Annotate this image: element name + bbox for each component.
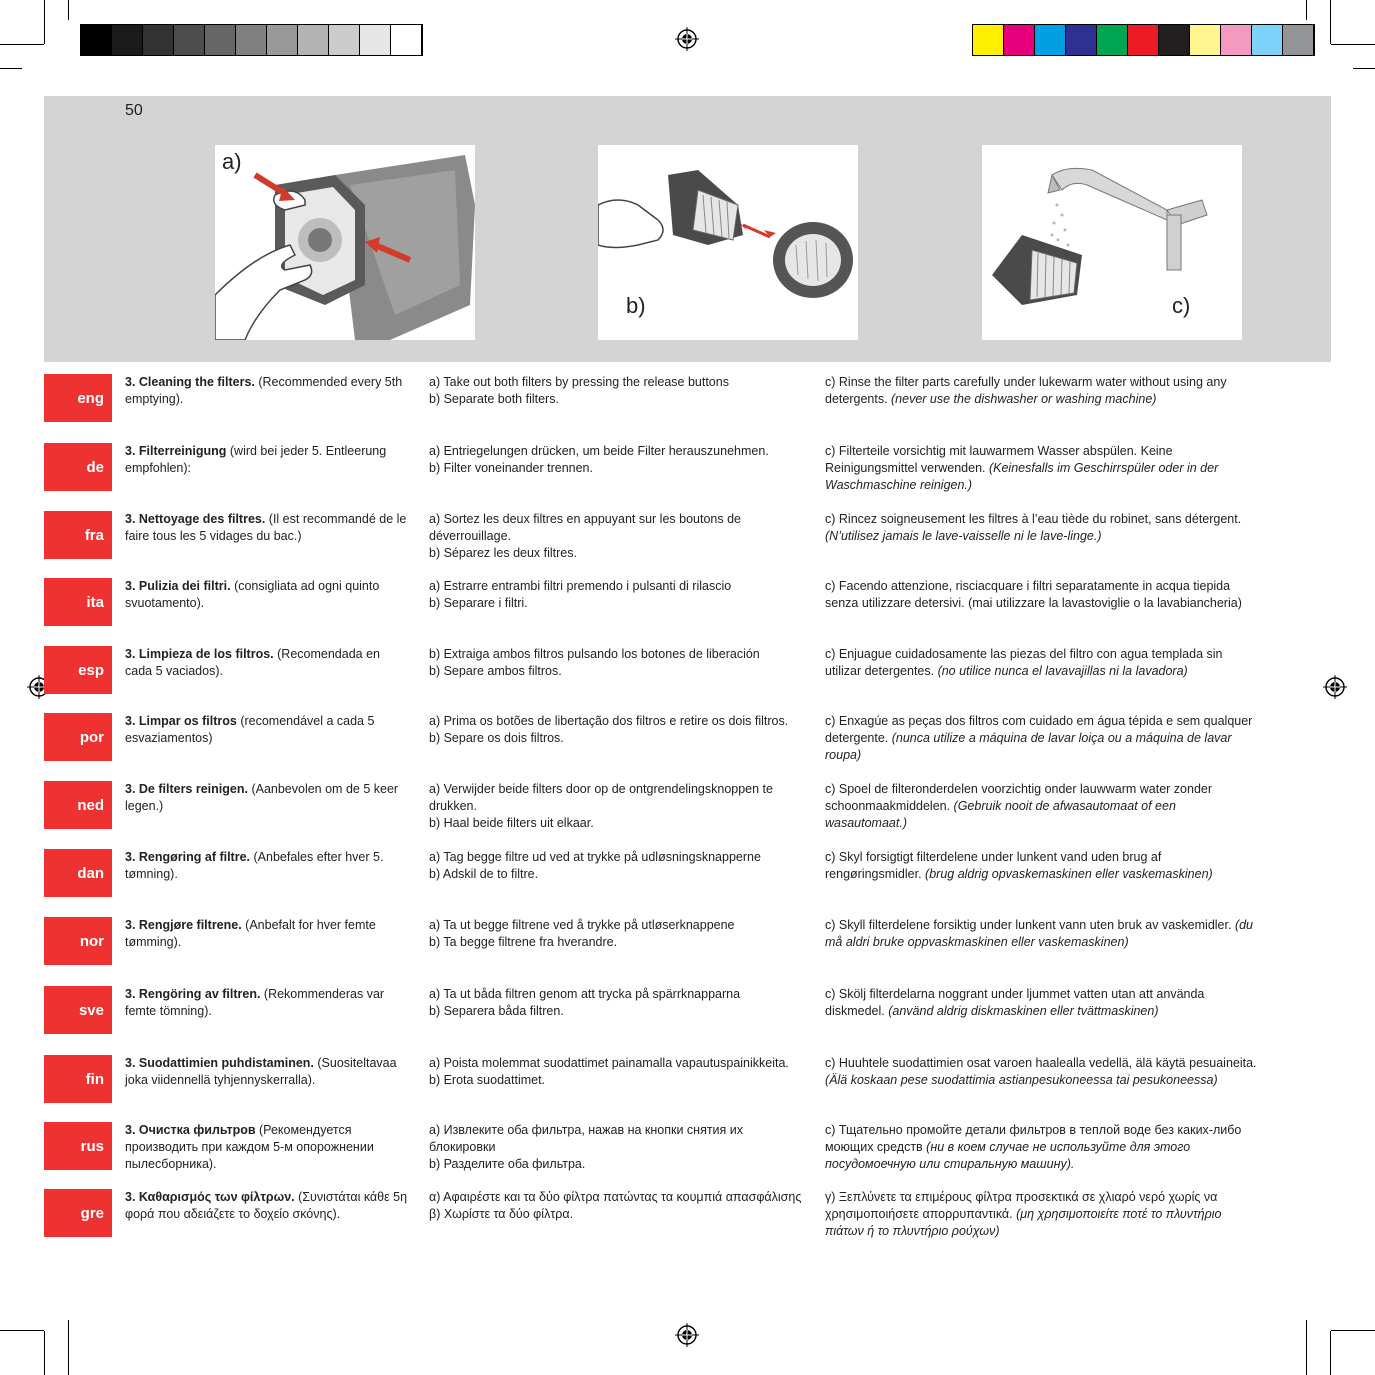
lang-tag: dan (44, 849, 112, 897)
step-c-text: c) Rinse the filter parts carefully under lukewarm water without using any detergents. (825, 375, 1227, 406)
step-b: b) Separare i filtri. (429, 596, 528, 610)
step-c-warning: (använd aldrig diskmaskinen eller tvättmaskinen) (888, 1004, 1159, 1018)
lang-tag: ita (44, 578, 112, 626)
lang-tag: por (44, 713, 112, 761)
step-c-warning: (N’utilisez jamais le lave-vaisselle ni le lave-linge.) (825, 529, 1102, 543)
section-note: (Συνιστάται κάθε 5η φορά που αδειάζετε το δοχείο σκόνης). (125, 1190, 408, 1221)
lang-tag: sve (44, 986, 112, 1034)
steps-ab (429, 511, 809, 562)
step-c (825, 1122, 1260, 1173)
step-c-warning: (Gebruik nooit de afwasautomaat of een wasautomaat.) (825, 799, 1176, 830)
lang-tag: rus (44, 1122, 112, 1170)
lang-tag: nor (44, 917, 112, 965)
section-heading (125, 1122, 410, 1173)
registration-mark-icon (675, 27, 699, 51)
section-title: 3. Cleaning the filters. (125, 375, 255, 389)
figure-b-label: b) (626, 293, 646, 318)
section-note: (wird bei jeder 5. Entleerung empfohlen): (125, 444, 387, 475)
step-c (825, 1189, 1260, 1240)
section-note: (recomendável a cada 5 esvaziamentos) (125, 714, 375, 745)
step-c (825, 986, 1260, 1020)
color-swatch (1252, 25, 1283, 55)
step-c (825, 917, 1260, 951)
color-swatch (391, 25, 422, 55)
section-title: 3. Rengöring av filtren. (125, 987, 261, 1001)
step-b: b) Разделите оба фильтра. (429, 1157, 586, 1171)
filter-rinse-illustration (982, 145, 1242, 340)
section-title: 3. Очистка фильтров (125, 1123, 256, 1137)
section-heading (125, 1055, 410, 1089)
steps-ab (429, 781, 809, 832)
step-c-warning: (Keinesfalls im Geschirrspüler oder in der Waschmaschine reinigen.) (825, 461, 1219, 492)
step-b: b) Adskil de to filtre. (429, 867, 539, 881)
step-a: a) Verwijder beide filters door op de ontgrendelingsknoppen te drukken. (429, 782, 773, 813)
steps-ab (429, 443, 809, 477)
lang-tag: fra (44, 511, 112, 559)
step-c-text: c) Skyl forsigtigt filterdelene under lunkent vand uden brug af rengøringsmidler. (825, 850, 1162, 881)
step-a: a) Sortez les deux filtres en appuyant sur les boutons de déverrouillage. (429, 512, 741, 543)
step-b: b) Filter voneinander trennen. (429, 461, 593, 475)
section-title: 3. Καθαρισμός των φίλτρων. (125, 1190, 295, 1204)
section-heading (125, 511, 410, 545)
section-heading (125, 443, 410, 477)
step-c-text: c) Huuhtele suodattimien osat varoen haalealla vedellä, älä käytä pesuaineita. (825, 1056, 1257, 1070)
step-c-warning: (ни в коем случае не используйте для этого посудомоечную или стиральную машину). (825, 1140, 1191, 1171)
color-swatch (329, 25, 360, 55)
step-c (825, 646, 1260, 680)
filter-release-illustration (215, 145, 475, 340)
step-b: b) Separe os dois filtros. (429, 731, 564, 745)
step-c-warning: (du må aldri bruke oppvaskmaskinen eller vaskemaskinen) (825, 918, 1254, 949)
section-note: (Рекомендуется производить при каждом 5-м опорожнении пылесборника). (125, 1123, 374, 1171)
section-title: 3. Limpar os filtros (125, 714, 237, 728)
color-swatch (298, 25, 329, 55)
step-a: b) Extraiga ambos filtros pulsando los botones de liberación (429, 647, 760, 661)
step-b: b) Ta begge filtrene fra hverandre. (429, 935, 618, 949)
section-title: 3. De filters reinigen. (125, 782, 248, 796)
color-swatch (1004, 25, 1035, 55)
step-a: a) Poista molemmat suodattimet painamalla vapautuspainikkeita. (429, 1056, 789, 1070)
steps-ab (429, 713, 809, 747)
section-title: 3. Rengøring af filtre. (125, 850, 251, 864)
step-a: a) Prima os botões de libertação dos filtros e retire os dois filtros. (429, 714, 789, 728)
step-c-text: c) Skölj filterdelarna noggrant under ljummet vatten utan att använda diskmedel. (825, 987, 1205, 1018)
color-swatch (1159, 25, 1190, 55)
steps-ab (429, 374, 809, 408)
section-note: (Il est recommandé de le faire tous les 5 vidages du bac.) (125, 512, 407, 543)
step-b: b) Séparez les deux filtres. (429, 546, 577, 560)
color-swatch (267, 25, 298, 55)
section-heading (125, 578, 410, 612)
steps-ab (429, 1055, 809, 1089)
section-note: (Anbefalt for hver femte tømming). (125, 918, 376, 949)
steps-ab (429, 986, 809, 1020)
section-heading (125, 849, 410, 883)
section-heading (125, 917, 410, 951)
section-title: 3. Nettoyage des filtres. (125, 512, 266, 526)
lang-tag: esp (44, 646, 112, 694)
color-swatch (1128, 25, 1159, 55)
step-a: α) Αφαιρέστε και τα δύο φίλτρα πατώντας τα κουμπιά απασφάλισης (429, 1190, 802, 1204)
section-title: 3. Limpieza de los filtros. (125, 647, 274, 661)
section-note: (Rekommenderas var femte tömning). (125, 987, 385, 1018)
step-c-warning: (μη χρησιμοποιείτε ποτέ το πλυντήριο πιάτων ή το πλυντήριο ρούχων) (825, 1207, 1222, 1238)
steps-ab (429, 1122, 809, 1173)
step-c-warning: (Älä koskaan pese suodattimia astianpesukoneessa tai pesukoneessa) (825, 1073, 1218, 1087)
step-a: a) Tag begge filtre ud ved at trykke på udløsningsknapperne (429, 850, 761, 864)
color-swatch (1283, 25, 1314, 55)
color-swatch (1035, 25, 1066, 55)
section-title: 3. Rengjøre filtrene. (125, 918, 242, 932)
color-swatch (112, 25, 143, 55)
section-heading (125, 781, 410, 815)
section-note: (Recommended every 5th emptying). (125, 375, 403, 406)
steps-ab (429, 1189, 809, 1223)
step-b: b) Erota suodattimet. (429, 1073, 546, 1087)
steps-ab (429, 578, 809, 612)
section-heading (125, 646, 410, 680)
step-c (825, 849, 1260, 883)
step-c (825, 511, 1260, 545)
step-b: b) Haal beide filters uit elkaar. (429, 816, 594, 830)
step-c-text: c) Тщательно промойте детали фильтров в теплой воде без каких-либо моющих средств (825, 1123, 1242, 1154)
step-c-text: c) Rincez soigneusement les filtres à l’eau tiède du robinet, sans détergent. (825, 512, 1242, 526)
section-title: 3. Filterreinigung (125, 444, 227, 458)
step-b: b) Separate both filters. (429, 392, 559, 406)
registration-mark-icon (675, 1323, 699, 1347)
color-swatch (1097, 25, 1128, 55)
step-c (825, 374, 1260, 408)
step-c (825, 443, 1260, 494)
step-a: a) Ta ut båda filtren genom att trycka på spärrknapparna (429, 987, 741, 1001)
step-c-text: c) Filterteile vorsichtig mit lauwarmem Wasser abspülen. Keine Reinigungsmittel verwenden. (825, 444, 1173, 475)
step-a: a) Estrarre entrambi filtri premendo i pulsanti di rilascio (429, 579, 732, 593)
lang-tag: ned (44, 781, 112, 829)
lang-tag: de (44, 443, 112, 491)
page-number: 50 (125, 102, 143, 119)
color-swatch (1221, 25, 1252, 55)
color-swatch (1190, 25, 1221, 55)
section-note: (Anbefales efter hver 5. tømning). (125, 850, 384, 881)
step-c-warning: (nunca utilize a máquina de lavar loiça ou a máquina de lavar roupa) (825, 731, 1232, 762)
color-swatch (1066, 25, 1097, 55)
color-swatch (81, 25, 112, 55)
registration-mark-icon (1323, 675, 1347, 699)
step-a: a) Ta ut begge filtrene ved å trykke på utløserknappene (429, 918, 735, 932)
step-b: b) Separe ambos filtros. (429, 664, 562, 678)
color-swatches (972, 24, 1315, 56)
figure-b (598, 145, 858, 340)
step-c (825, 713, 1260, 764)
color-swatch (143, 25, 174, 55)
steps-ab (429, 917, 809, 951)
lang-tag: eng (44, 374, 112, 422)
step-c-text: c) Spoel de filteronderdelen voorzichtig onder lauwwarm water zonder schoonmaakmiddelen. (825, 782, 1213, 813)
section-heading (125, 713, 410, 747)
section-note: (Recomendada en cada 5 vaciados). (125, 647, 380, 678)
color-swatch (205, 25, 236, 55)
grayscale-swatches (80, 24, 423, 56)
step-c (825, 781, 1260, 832)
step-a: a) Entriegelungen drücken, um beide Filter herauszunehmen. (429, 444, 769, 458)
color-swatch (973, 25, 1004, 55)
figure-c-label: c) (1172, 293, 1191, 318)
section-heading (125, 374, 410, 408)
step-c-text: γ) Ξεπλύνετε τα επιμέρους φίλτρα προσεκτικά σε χλιαρό νερό χωρίς να χρησιμοποιήσετε απορρυπαντικά. (825, 1190, 1218, 1221)
step-c-text: c) Facendo attenzione, risciacquare i filtri separatamente in acqua tiepida senza utilizzare detersivi. (mai utilizzare la lavastoviglie o la lavabiancheria) (825, 579, 1242, 610)
lang-tag: fin (44, 1055, 112, 1103)
section-note: (Aanbevolen om de 5 keer legen.) (125, 782, 399, 813)
figure-a-label: a) (222, 149, 242, 174)
figure-c (982, 145, 1242, 340)
section-heading (125, 1189, 410, 1223)
step-c-text: c) Skyll filterdelene forsiktig under lunkent vann uten bruk av vaskemidler. (825, 918, 1235, 932)
color-swatch (236, 25, 267, 55)
section-title: 3. Suodattimien puhdistaminen. (125, 1056, 314, 1070)
steps-ab (429, 646, 809, 680)
section-heading (125, 986, 410, 1020)
step-c-text: c) Enjuague cuidadosamente las piezas del filtro con agua templada sin utilizar detergentes. (825, 647, 1223, 678)
steps-ab (429, 849, 809, 883)
step-a: а) Извлеките оба фильтра, нажав на кнопки снятия их блокировки (429, 1123, 744, 1154)
step-c-text: c) Enxagúe as peças dos filtros com cuidado em água tépida e sem qualquer detergente. (825, 714, 1253, 745)
step-c-warning: (no utilice nunca el lavavajillas ni la lavadora) (937, 664, 1188, 678)
section-note: (Suositeltavaa joka viidennellä tyhjennyskerralla). (125, 1056, 397, 1087)
section-title: 3. Pulizia dei filtri. (125, 579, 231, 593)
step-b: b) Separera båda filtren. (429, 1004, 564, 1018)
step-a: a) Take out both filters by pressing the release buttons (429, 375, 729, 389)
color-swatch (360, 25, 391, 55)
step-b: β) Χωρίστε τα δύο φίλτρα. (429, 1207, 574, 1221)
color-swatch (174, 25, 205, 55)
step-c (825, 578, 1260, 612)
step-c (825, 1055, 1260, 1089)
figure-a (215, 145, 475, 340)
lang-tag: gre (44, 1189, 112, 1237)
step-c-warning: (never use the dishwasher or washing machine) (891, 392, 1157, 406)
step-c-warning: (brug aldrig opvaskemaskinen eller vaskemaskinen) (925, 867, 1213, 881)
section-note: (consigliata ad ogni quinto svuotamento). (125, 579, 380, 610)
